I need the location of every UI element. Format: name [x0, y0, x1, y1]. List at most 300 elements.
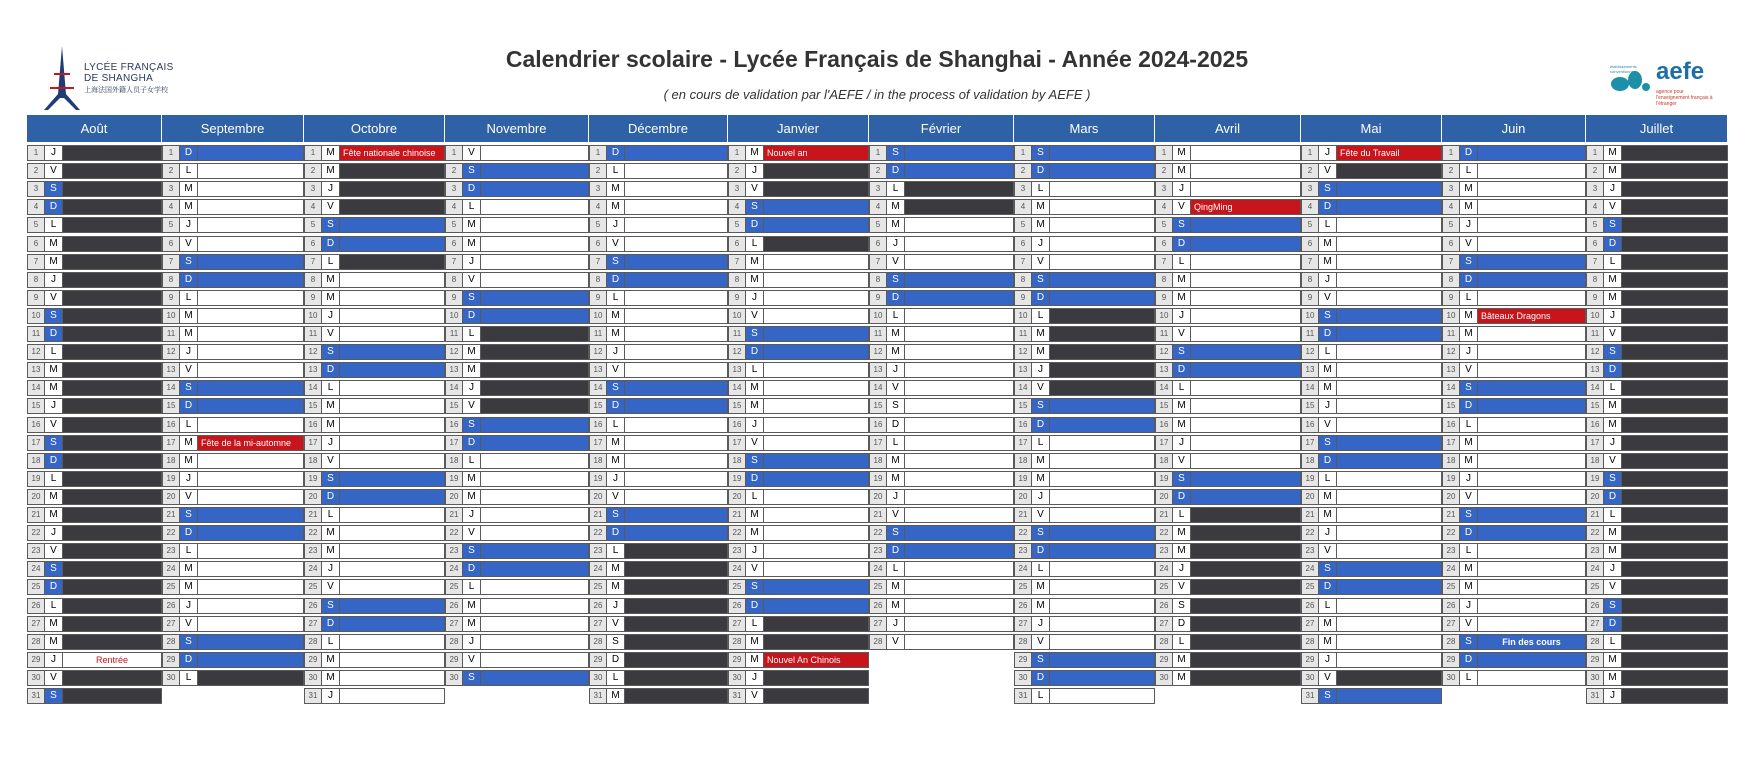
day-event-cell [197, 634, 304, 650]
day-event-cell [339, 272, 445, 288]
day-letter: J [1603, 561, 1622, 577]
day-number: 12 [27, 344, 45, 360]
day-letter: S [1459, 507, 1478, 523]
day-number: 4 [869, 199, 887, 215]
day-event-cell [62, 525, 162, 541]
day-letter: S [1172, 344, 1191, 360]
day-event-cell [62, 181, 162, 197]
day-event-cell [1190, 344, 1301, 360]
day-number: 8 [728, 272, 746, 288]
day-letter: M [1603, 163, 1622, 179]
day-letter: D [1603, 616, 1622, 632]
day-event-cell [339, 236, 445, 252]
day-letter: L [745, 616, 764, 632]
day-number: 16 [1442, 417, 1460, 433]
day-letter: L [462, 199, 481, 215]
day-letter: S [462, 417, 481, 433]
day-letter: V [886, 634, 905, 650]
day-letter: L [886, 308, 905, 324]
day-letter: V [745, 435, 764, 451]
day-letter: M [179, 579, 198, 595]
day-event-cell [624, 272, 728, 288]
day-event-cell [1621, 344, 1728, 360]
day-letter: S [44, 308, 63, 324]
day-number: 17 [1301, 435, 1319, 451]
day-number: 22 [445, 525, 463, 541]
day-letter: M [745, 272, 764, 288]
day-letter: J [179, 217, 198, 233]
month-header: Janvier [728, 115, 869, 142]
day-number: 27 [1301, 616, 1319, 632]
day-letter: J [179, 344, 198, 360]
day-event-cell [1621, 326, 1728, 342]
day-number: 10 [445, 308, 463, 324]
day-letter: S [179, 634, 198, 650]
day-number: 6 [1155, 236, 1173, 252]
day-letter: L [1172, 380, 1191, 396]
day-number: 15 [589, 398, 607, 414]
day-event-cell [1049, 634, 1155, 650]
day-event-cell [1336, 163, 1442, 179]
day-event-cell [480, 217, 589, 233]
day-number: 7 [1586, 254, 1604, 270]
day-number: 22 [1442, 525, 1460, 541]
day-event-cell [763, 417, 869, 433]
day-letter: J [462, 254, 481, 270]
day-letter: M [1318, 507, 1337, 523]
day-event-cell [624, 489, 728, 505]
day-letter: S [745, 453, 764, 469]
day-event-cell [1477, 670, 1586, 686]
day-event-cell [1621, 181, 1728, 197]
day-letter: D [1172, 489, 1191, 505]
day-number: 19 [728, 471, 746, 487]
day-number: 19 [304, 471, 322, 487]
day-letter: V [1031, 507, 1050, 523]
day-event-cell [1336, 236, 1442, 252]
day-number: 22 [589, 525, 607, 541]
day-letter: M [462, 471, 481, 487]
day-letter: M [1603, 417, 1622, 433]
day-number: 12 [1442, 344, 1460, 360]
day-number: 18 [445, 453, 463, 469]
day-letter: L [44, 471, 63, 487]
day-letter: L [1603, 634, 1622, 650]
day-number: 30 [1014, 670, 1032, 686]
day-event-cell [480, 670, 589, 686]
day-number: 1 [1586, 145, 1604, 161]
day-event-cell [1190, 525, 1301, 541]
day-number: 20 [445, 489, 463, 505]
day-number: 9 [1586, 290, 1604, 306]
holiday-event-label: Fête de la mi-automne [197, 435, 304, 451]
day-number: 15 [869, 398, 887, 414]
day-number: 7 [1014, 254, 1032, 270]
day-number: 19 [445, 471, 463, 487]
day-number: 6 [304, 236, 322, 252]
day-event-cell [339, 543, 445, 559]
day-number: 22 [162, 525, 180, 541]
day-number: 7 [1442, 254, 1460, 270]
day-letter: D [745, 471, 764, 487]
day-number: 15 [1301, 398, 1319, 414]
day-letter: M [606, 181, 625, 197]
day-number: 28 [445, 634, 463, 650]
day-number: 25 [304, 579, 322, 595]
day-number: 19 [1442, 471, 1460, 487]
day-event-cell [1621, 163, 1728, 179]
day-letter: M [1459, 181, 1478, 197]
day-number: 16 [304, 417, 322, 433]
day-number: 28 [1155, 634, 1173, 650]
day-number: 20 [1586, 489, 1604, 505]
day-event-cell [1621, 543, 1728, 559]
day-event-cell [197, 525, 304, 541]
day-number: 19 [1586, 471, 1604, 487]
day-event-cell [1049, 598, 1155, 614]
day-letter: M [321, 163, 340, 179]
day-number: 14 [304, 380, 322, 396]
day-event-cell [624, 308, 728, 324]
day-event-cell [1190, 507, 1301, 523]
day-event-cell [1621, 453, 1728, 469]
day-letter: V [886, 254, 905, 270]
day-letter: V [179, 616, 198, 632]
day-letter: M [886, 217, 905, 233]
day-event-cell [1190, 579, 1301, 595]
day-event-cell [1477, 507, 1586, 523]
day-event-cell [1049, 236, 1155, 252]
day-event-cell [904, 362, 1014, 378]
day-event-cell [763, 181, 869, 197]
day-number: 15 [1014, 398, 1032, 414]
day-event-cell [1621, 579, 1728, 595]
day-event-cell [1049, 471, 1155, 487]
day-event-cell [1049, 398, 1155, 414]
day-event-cell [1621, 616, 1728, 632]
day-event-cell [1621, 417, 1728, 433]
page-title: Calendrier scolaire - Lycée Français de Shanghai - Année 2024-2025 [505, 46, 1249, 72]
month-header: Février [869, 115, 1014, 142]
day-number: 11 [1301, 326, 1319, 342]
day-event-cell [62, 308, 162, 324]
day-event-cell [339, 290, 445, 306]
day-letter: L [745, 489, 764, 505]
day-event-cell [904, 344, 1014, 360]
day-number: 6 [1442, 236, 1460, 252]
day-event-cell [480, 543, 589, 559]
day-letter: D [1172, 236, 1191, 252]
day-letter: J [1603, 688, 1622, 704]
day-number: 18 [1014, 453, 1032, 469]
day-event-cell [197, 380, 304, 396]
day-number: 7 [1301, 254, 1319, 270]
day-letter: J [179, 471, 198, 487]
day-number: 22 [1155, 525, 1173, 541]
day-event-cell [197, 308, 304, 324]
day-event-cell [1049, 163, 1155, 179]
day-letter: J [1031, 489, 1050, 505]
day-number: 1 [1155, 145, 1173, 161]
day-number: 21 [1301, 507, 1319, 523]
day-letter: V [1459, 362, 1478, 378]
day-number: 6 [1301, 236, 1319, 252]
day-event-cell [62, 435, 162, 451]
day-letter: S [179, 380, 198, 396]
day-number: 6 [1014, 236, 1032, 252]
day-event-cell [1190, 652, 1301, 668]
day-letter: L [1318, 598, 1337, 614]
day-letter: S [606, 634, 625, 650]
day-event-cell [904, 417, 1014, 433]
day-event-cell [1477, 435, 1586, 451]
day-letter: J [1459, 217, 1478, 233]
day-number: 6 [445, 236, 463, 252]
day-letter: V [1172, 199, 1191, 215]
day-number: 21 [589, 507, 607, 523]
day-letter: L [1459, 670, 1478, 686]
day-number: 30 [589, 670, 607, 686]
day-event-cell [1049, 417, 1155, 433]
day-event-cell [624, 217, 728, 233]
day-number: 21 [162, 507, 180, 523]
day-letter: J [606, 344, 625, 360]
day-event-cell [1049, 380, 1155, 396]
day-event-cell [1190, 453, 1301, 469]
day-event-cell [339, 163, 445, 179]
day-event-cell [1049, 344, 1155, 360]
day-number: 13 [1301, 362, 1319, 378]
day-letter: V [1318, 417, 1337, 433]
day-event-cell [763, 435, 869, 451]
day-number: 16 [728, 417, 746, 433]
day-letter: M [886, 199, 905, 215]
day-event-cell [763, 326, 869, 342]
day-event-cell [624, 616, 728, 632]
day-number: 2 [445, 163, 463, 179]
day-letter: M [1603, 670, 1622, 686]
day-letter: V [1459, 236, 1478, 252]
day-event-cell [339, 398, 445, 414]
day-letter: V [745, 308, 764, 324]
day-event-cell [1336, 525, 1442, 541]
day-event-cell [763, 616, 869, 632]
day-letter: J [886, 236, 905, 252]
day-event-cell [763, 453, 869, 469]
day-event-cell [624, 471, 728, 487]
day-number: 9 [728, 290, 746, 306]
day-number: 9 [1442, 290, 1460, 306]
day-letter: L [179, 670, 198, 686]
day-letter: D [44, 199, 63, 215]
day-number: 20 [728, 489, 746, 505]
day-letter: S [1318, 435, 1337, 451]
day-event-cell [763, 199, 869, 215]
day-number: 26 [728, 598, 746, 614]
day-event-cell [1336, 326, 1442, 342]
day-letter: D [1172, 362, 1191, 378]
day-number: 11 [27, 326, 45, 342]
day-number: 26 [1155, 598, 1173, 614]
day-event-cell [339, 652, 445, 668]
day-number: 13 [27, 362, 45, 378]
day-letter: V [1603, 579, 1622, 595]
day-letter: D [462, 435, 481, 451]
day-letter: V [745, 181, 764, 197]
day-letter: M [606, 561, 625, 577]
day-event-cell [1190, 290, 1301, 306]
aefe-logo [1606, 56, 1726, 106]
day-event-cell [1049, 181, 1155, 197]
day-letter: D [886, 543, 905, 559]
day-number: 30 [1301, 670, 1319, 686]
day-letter: V [606, 362, 625, 378]
holiday-event-label: Bâteaux Dragons [1477, 308, 1586, 324]
day-number: 24 [1155, 561, 1173, 577]
day-number: 8 [1442, 272, 1460, 288]
day-number: 5 [445, 217, 463, 233]
day-event-cell [197, 290, 304, 306]
day-event-cell [1621, 380, 1728, 396]
day-event-cell [1336, 290, 1442, 306]
day-event-cell [763, 344, 869, 360]
day-letter: L [1603, 507, 1622, 523]
day-letter: M [1031, 326, 1050, 342]
day-event-cell [62, 417, 162, 433]
day-letter: J [1031, 236, 1050, 252]
day-number: 12 [304, 344, 322, 360]
day-event-cell [624, 598, 728, 614]
day-event-cell [197, 652, 304, 668]
day-event-cell [480, 290, 589, 306]
day-number: 1 [1442, 145, 1460, 161]
day-event-cell [1477, 417, 1586, 433]
day-event-cell [624, 417, 728, 433]
day-letter: V [1459, 616, 1478, 632]
day-letter: J [745, 290, 764, 306]
day-letter: S [1603, 344, 1622, 360]
day-letter: S [1031, 272, 1050, 288]
day-number: 6 [728, 236, 746, 252]
day-event-cell [624, 634, 728, 650]
day-event-cell [904, 380, 1014, 396]
day-number: 7 [728, 254, 746, 270]
month-header: Novembre [445, 115, 589, 142]
day-number: 4 [1586, 199, 1604, 215]
day-number: 14 [1014, 380, 1032, 396]
day-letter: D [1318, 579, 1337, 595]
day-number: 20 [27, 489, 45, 505]
day-letter: L [1459, 163, 1478, 179]
day-number: 21 [1442, 507, 1460, 523]
day-event-cell [197, 616, 304, 632]
day-number: 25 [162, 579, 180, 595]
day-number: 6 [869, 236, 887, 252]
day-event-cell [763, 471, 869, 487]
day-number: 1 [589, 145, 607, 161]
day-letter: M [1172, 272, 1191, 288]
day-letter: L [1031, 181, 1050, 197]
day-event-cell [904, 634, 1014, 650]
day-event-cell [1049, 688, 1155, 704]
day-number: 29 [1014, 652, 1032, 668]
day-event-cell [197, 543, 304, 559]
day-event-cell [763, 163, 869, 179]
day-event-cell [62, 236, 162, 252]
day-number: 19 [27, 471, 45, 487]
day-event-cell [1049, 362, 1155, 378]
day-number: 22 [27, 525, 45, 541]
holiday-event-label: Nouvel an [763, 145, 869, 161]
day-number: 25 [728, 579, 746, 595]
day-letter: S [886, 272, 905, 288]
holiday-event-label: QingMing [1190, 199, 1301, 215]
day-event-cell [197, 163, 304, 179]
day-letter: D [1459, 525, 1478, 541]
day-number: 18 [589, 453, 607, 469]
day-event-cell [62, 199, 162, 215]
day-event-cell [62, 254, 162, 270]
day-event-cell [197, 199, 304, 215]
day-letter: M [44, 236, 63, 252]
day-number: 23 [869, 543, 887, 559]
day-number: 16 [445, 417, 463, 433]
day-number: 25 [1442, 579, 1460, 595]
day-event-cell [904, 290, 1014, 306]
day-number: 13 [1586, 362, 1604, 378]
day-letter: J [1172, 435, 1191, 451]
day-number: 18 [728, 453, 746, 469]
day-event-cell [62, 561, 162, 577]
day-event-cell [62, 163, 162, 179]
day-number: 24 [1586, 561, 1604, 577]
day-number: 6 [589, 236, 607, 252]
day-event-cell [1190, 616, 1301, 632]
day-number: 2 [589, 163, 607, 179]
day-event-cell [1477, 598, 1586, 614]
day-event-cell [1621, 290, 1728, 306]
day-letter: D [745, 344, 764, 360]
day-number: 30 [1442, 670, 1460, 686]
day-letter: S [44, 688, 63, 704]
day-event-cell [197, 236, 304, 252]
day-number: 29 [304, 652, 322, 668]
day-letter: J [1459, 344, 1478, 360]
day-letter: M [1459, 199, 1478, 215]
day-event-cell [763, 489, 869, 505]
day-letter: J [886, 616, 905, 632]
day-letter: M [1603, 525, 1622, 541]
day-number: 11 [869, 326, 887, 342]
day-number: 15 [728, 398, 746, 414]
day-letter: J [606, 598, 625, 614]
holiday-event-label: Nouvel An Chinois [763, 652, 869, 668]
day-event-cell [1621, 507, 1728, 523]
day-event-cell [904, 543, 1014, 559]
day-letter: V [1459, 489, 1478, 505]
day-letter: S [1459, 634, 1478, 650]
day-event-cell [62, 507, 162, 523]
day-letter: S [886, 398, 905, 414]
day-event-cell [1621, 598, 1728, 614]
day-number: 9 [1301, 290, 1319, 306]
day-event-cell [904, 507, 1014, 523]
day-event-cell [1477, 272, 1586, 288]
day-letter: V [886, 507, 905, 523]
day-letter: M [745, 380, 764, 396]
day-number: 5 [1442, 217, 1460, 233]
day-number: 23 [1014, 543, 1032, 559]
